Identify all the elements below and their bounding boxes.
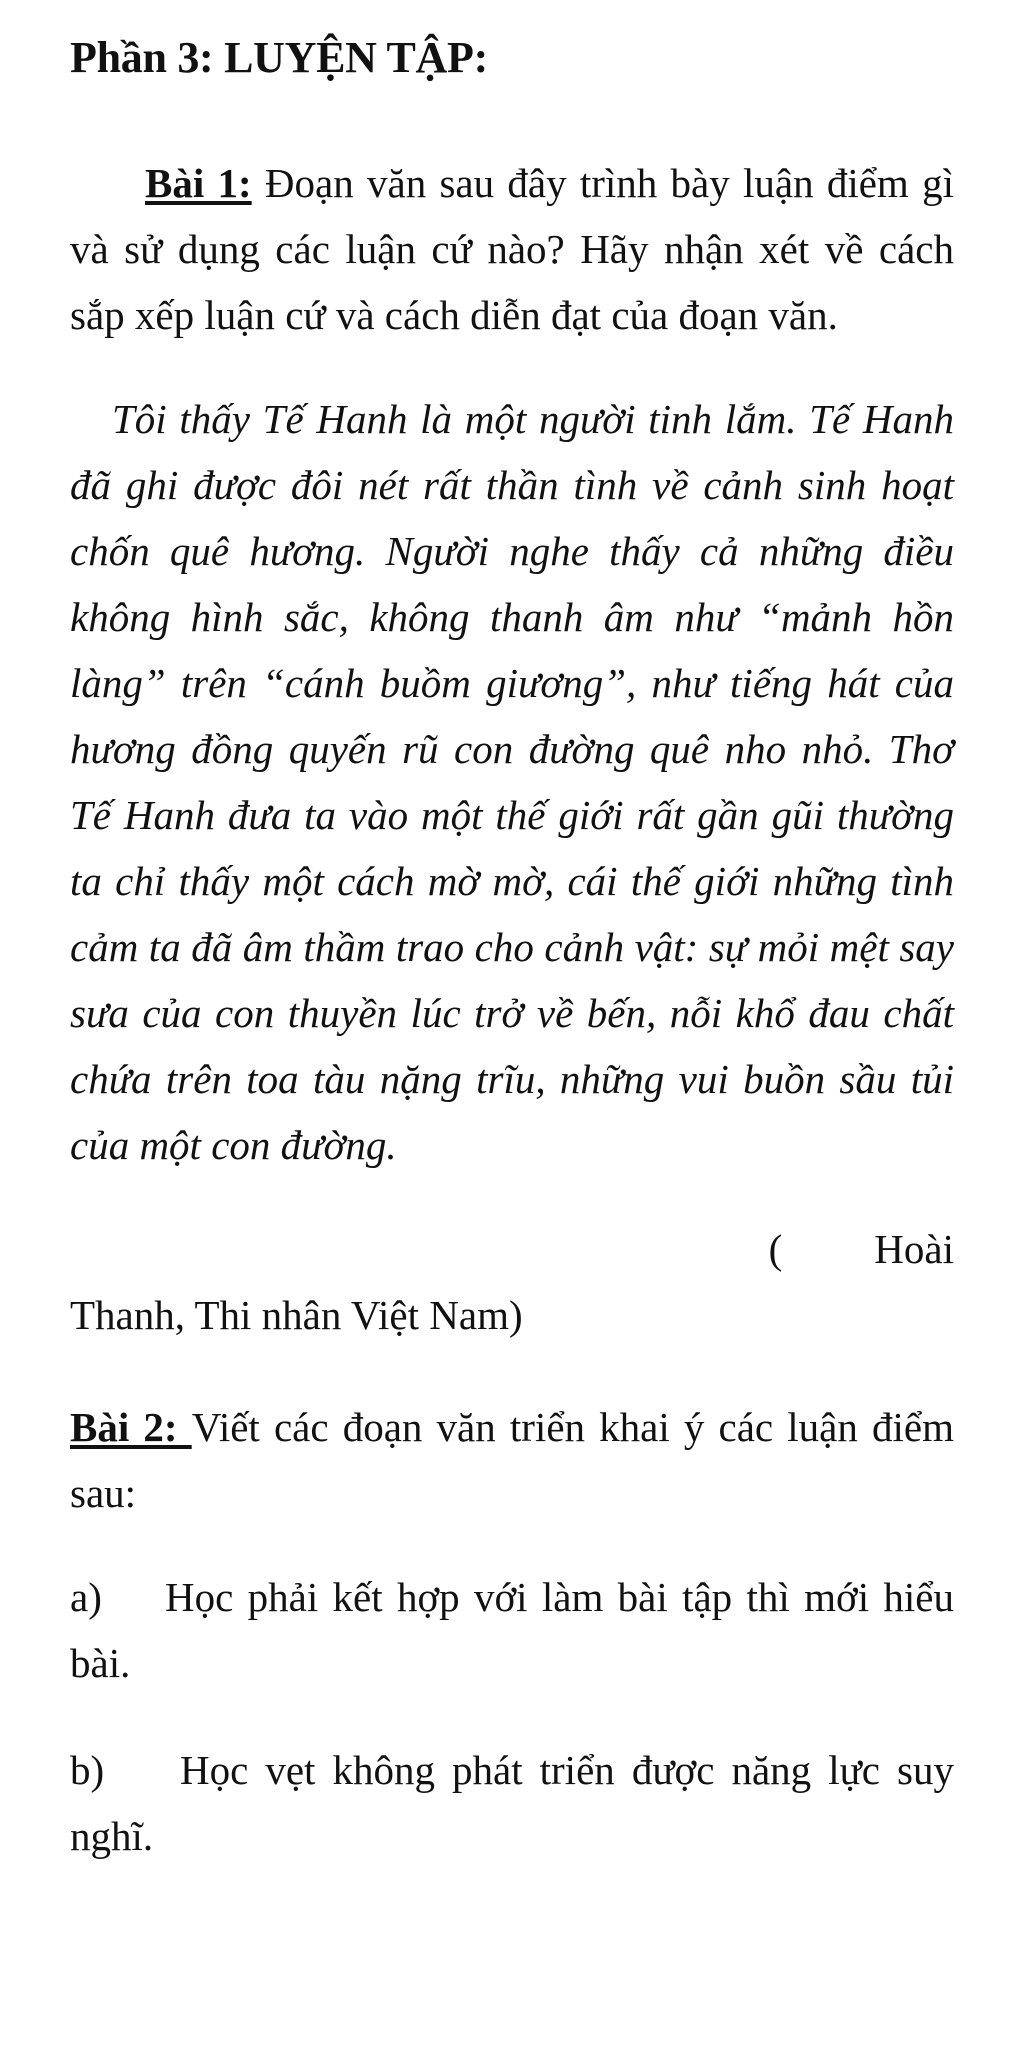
list-item-text: Học phải kết hợp với làm bài tập thì mới hiểu bài. <box>70 1574 954 1686</box>
list-item-text: Học vẹt không phát triển được năng lực suy nghĩ. <box>70 1747 954 1859</box>
quoted-passage: Tôi thấy Tế Hanh là một người tinh lắm. Tế Hanh đã ghi được đôi nét rất thần tình về cảnh sinh hoạt chốn quê hương. Người nghe thấy cả những điều không hình sắc, không thanh âm như “mảnh hồn làng” trên “cánh buồm giương”, như tiếng hát của hương đồng quyến rũ con đường quê nho nhỏ. Thơ Tế Hanh đưa ta vào một thế giới rất gần gũi thường ta chỉ thấy một cách mờ mờ, cái thế giới những tình cảm ta đã âm thầm trao cho cảnh vật: sự mỏi mệt say sưa của con thuyền lúc trở về bến, nỗi khổ đau chất chứa trên toa tàu nặng trĩu, những vui buồn sầu tủi của một con đường. <box>70 396 954 1168</box>
list-item <box>70 1737 954 1869</box>
exercise-2-prompt <box>70 1394 954 1526</box>
document-page <box>70 30 954 1910</box>
source-line-1 <box>70 1216 954 1282</box>
exercise-2-label: Bài 2: <box>70 1404 192 1450</box>
list-item <box>70 1564 954 1696</box>
exercise-1-prompt <box>70 150 954 348</box>
source-line-2: Thanh, Thi nhân Việt Nam) <box>70 1292 523 1338</box>
list-item-marker: a) <box>70 1574 102 1620</box>
exercise-1-label: Bài 1: <box>145 160 252 206</box>
source-open-paren: ( <box>768 1226 783 1272</box>
passage-source <box>70 1216 954 1348</box>
exercise-2-question: Viết các đoạn văn triển khai ý các luận điểm sau: <box>70 1404 954 1516</box>
source-author-first: Hoài <box>874 1226 954 1272</box>
list-item-marker: b) <box>70 1747 105 1793</box>
exercise-1-question: Đoạn văn sau đây trình bày luận điểm gì và sử dụng các luận cứ nào? Hãy nhận xét về cách sắp xếp luận cứ và cách diễn đạt của đoạn văn. <box>70 160 954 338</box>
section-heading: Phần 3: LUYỆN TẬP: <box>70 33 488 82</box>
